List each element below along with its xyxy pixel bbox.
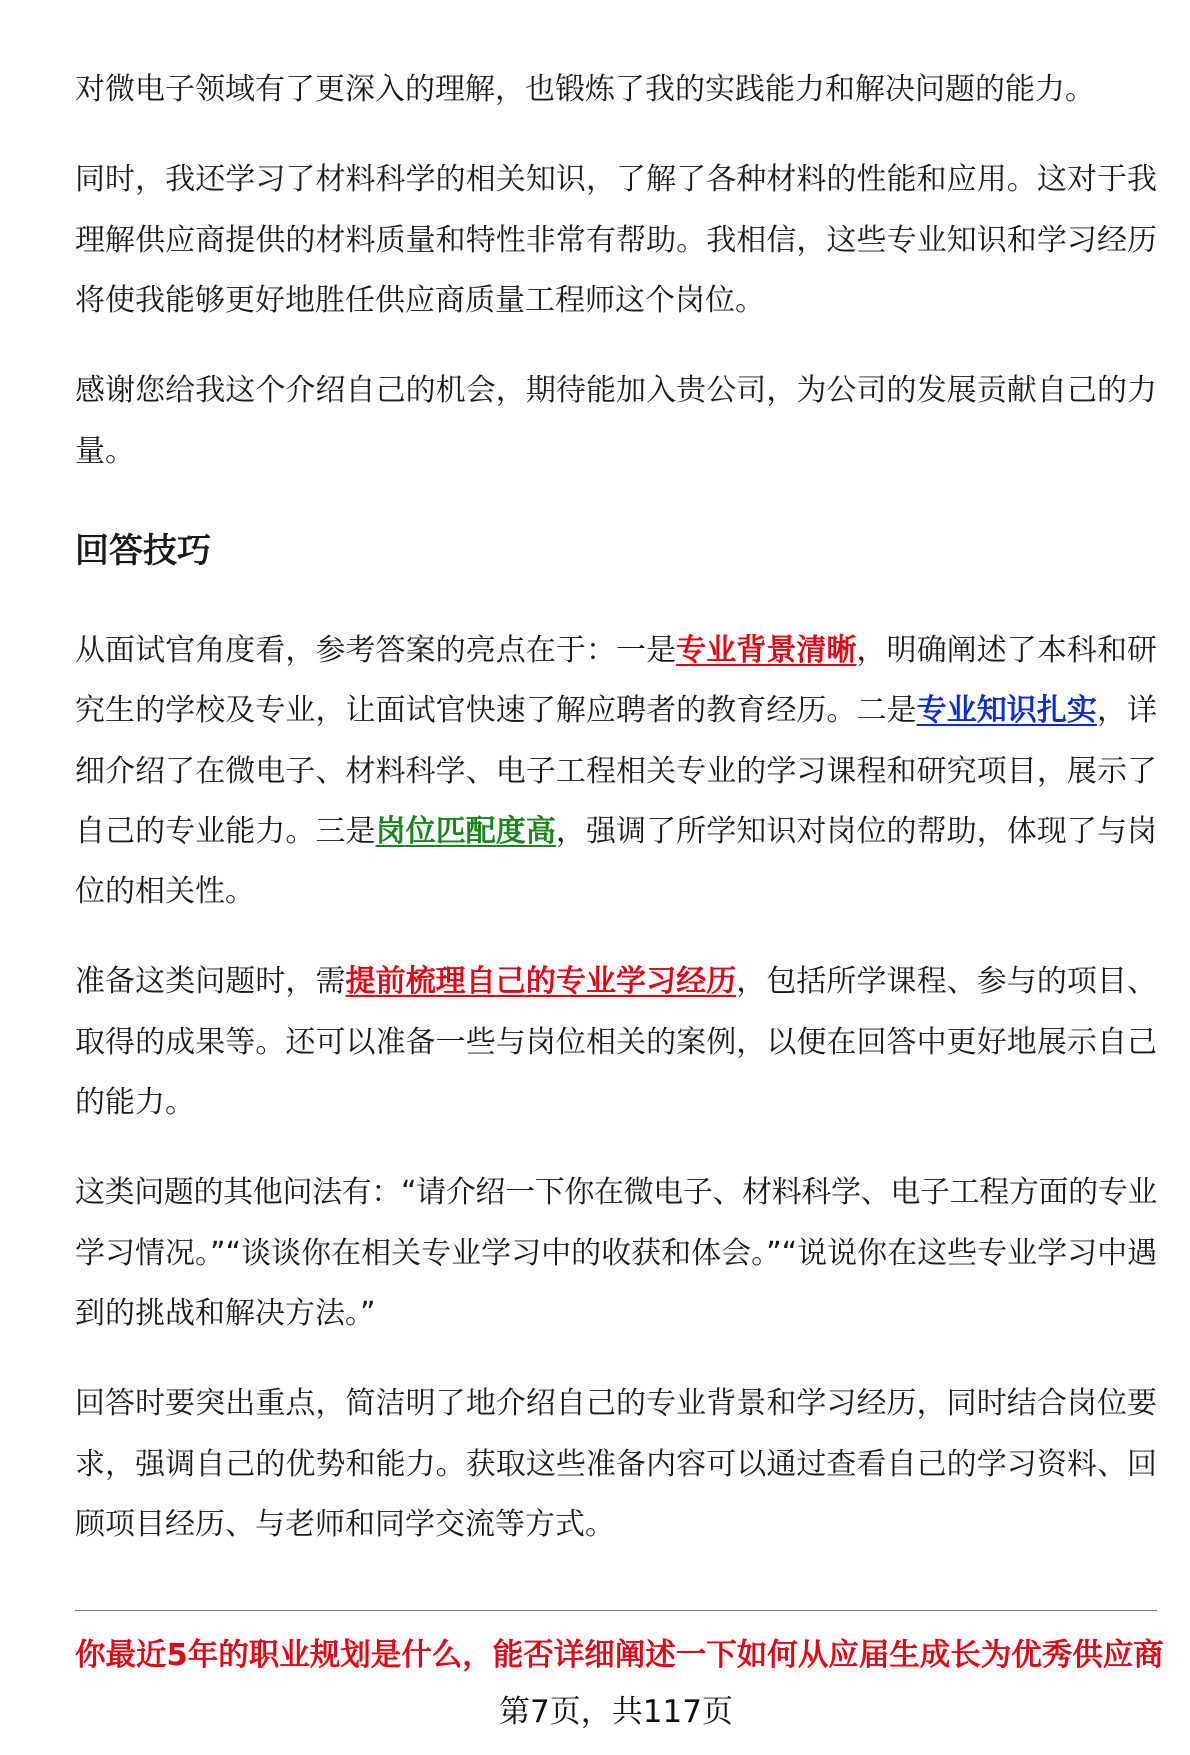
- answer-paragraph: [75, 150, 1157, 331]
- text-line: 位的相关性。: [75, 874, 255, 910]
- text-line: 理解供应商提供的材料质量和特性非常有帮助。我相信，这些专业知识和学习经历: [75, 222, 1157, 258]
- answer-continuation: [75, 60, 1157, 482]
- tips-paragraph: [75, 1374, 1157, 1555]
- tips-paragraph: [75, 952, 1157, 1133]
- answer-paragraph: [75, 361, 1157, 482]
- text-line: 学习情况。”“谈谈你在相关专业学习中的收获和体会。”“说说你在这些专业学习中遇: [75, 1235, 1158, 1271]
- text-line: 求，强调自己的优势和能力。获取这些准备内容可以通过查看自己的学习资料、回: [75, 1446, 1157, 1482]
- text-run: ，强调了所学知识对岗位的帮助，体现了与岗: [555, 813, 1158, 849]
- text-run: ，详: [1096, 693, 1158, 729]
- next-question-title: 你最近5年的职业规划是什么，能否详细阐述一下如何从应届生成长为优秀供应商: [75, 1638, 1164, 1673]
- text-line: [75, 952, 1157, 1012]
- text-line: 量。: [75, 433, 135, 469]
- text-line: 将使我能够更好地胜任供应商质量工程师这个岗位。: [75, 282, 765, 318]
- text-line: [75, 621, 1157, 681]
- text-line: 感谢您给我这个介绍自己的机会，期待能加入贵公司，为公司的发展贡献自己的力: [75, 373, 1157, 409]
- text-run: ，包括所学课程、参与的项目、: [736, 964, 1158, 1000]
- tips-paragraph: [75, 1163, 1157, 1344]
- text-line: 取得的成果等。还可以准备一些与岗位相关的案例，以便在回答中更好地展示自己: [75, 1024, 1157, 1060]
- text-line: 对微电子领域有了更深入的理解，也锻炼了我的实践能力和解决问题的能力。: [75, 72, 1095, 107]
- text-run: 究生的学校及专业，让面试官快速了解应聘者的教育经历。二是: [75, 693, 917, 729]
- text-line: 回答时要突出重点，简洁明了地介绍自己的专业背景和学习经历，同时结合岗位要: [75, 1386, 1157, 1422]
- text-line: 顾项目经历、与老师和同学交流等方式。: [75, 1507, 615, 1543]
- text-line: [75, 802, 1157, 862]
- text-line: 的能力。: [75, 1085, 195, 1121]
- tips-paragraph: [75, 621, 1157, 923]
- text-line: 这类问题的其他问法有：“请介绍一下你在微电子、材料科学、电子工程方面的专业: [75, 1175, 1157, 1211]
- highlight-job-match: 岗位匹配度高: [375, 813, 556, 849]
- text-run: 从面试官角度看，参考答案的亮点在于：一是: [75, 632, 677, 668]
- text-run: ，明确阐述了本科和研: [856, 632, 1158, 668]
- text-run: 自己的专业能力。三是: [75, 813, 376, 849]
- page-footer: 第7页，共117页: [499, 1694, 733, 1730]
- highlight-solid-knowledge: 专业知识扎实: [916, 693, 1097, 729]
- highlight-professional-background: 专业背景清晰: [676, 632, 857, 668]
- tips-section: [75, 521, 1157, 1556]
- text-line: 同时，我还学习了材料科学的相关知识，了解了各种材料的性能和应用。这对于我: [75, 162, 1157, 198]
- answer-paragraph: [75, 60, 1157, 120]
- divider: [75, 1610, 1157, 1611]
- highlight-review-experience: 提前梳理自己的专业学习经历: [345, 964, 737, 1000]
- text-line: 细介绍了在微电子、材料科学、电子工程相关专业的学习课程和研究项目，展示了: [75, 753, 1157, 789]
- text-line: [75, 681, 1157, 741]
- text-run: 准备这类问题时，需: [75, 964, 346, 1000]
- page-content: [75, 60, 1157, 1585]
- section-heading: 回答技巧: [75, 530, 211, 571]
- text-line: 到的挑战和解决方法。”: [75, 1296, 376, 1332]
